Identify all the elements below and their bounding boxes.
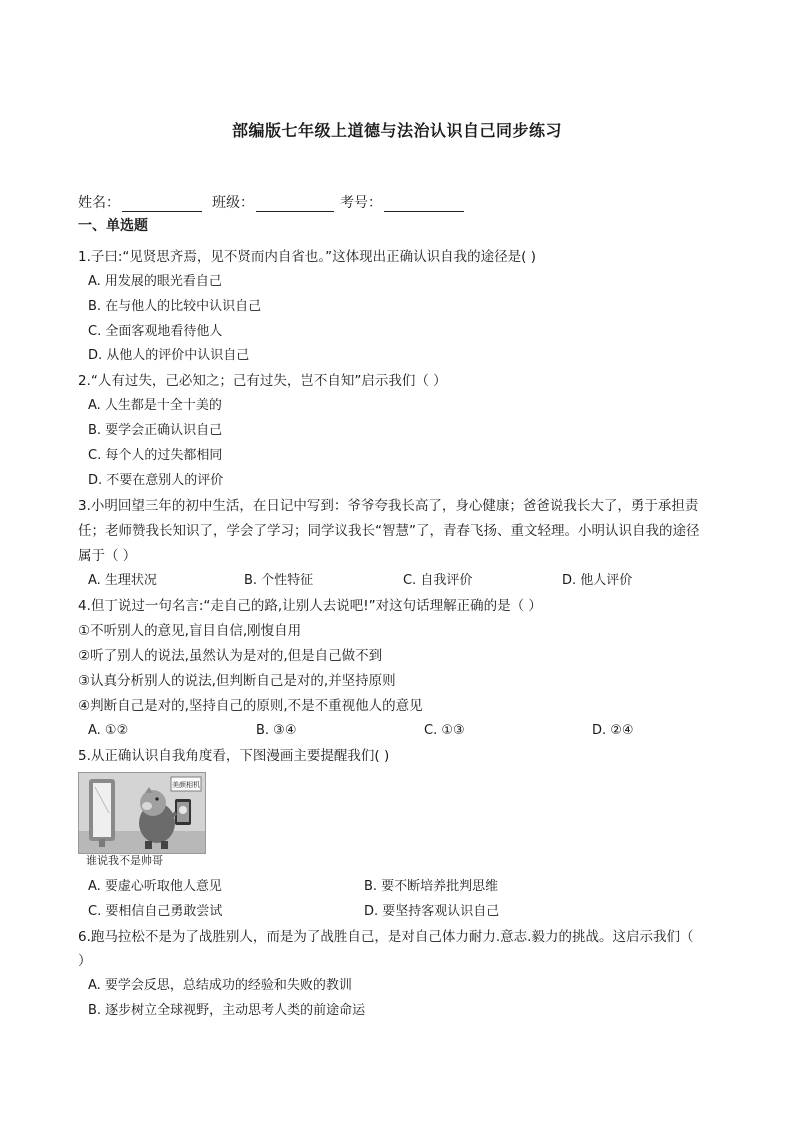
question-6-line-2: ） bbox=[78, 953, 92, 969]
page-title: 部编版七年级上道德与法治认识自己同步练习 bbox=[231, 121, 562, 140]
q4-statement-3: ③认真分析别人的说法,但判断自己是对的,并坚持原则 bbox=[78, 673, 396, 689]
question-3-line-1: 3.小明回望三年的初中生活，在日记中写到：爷爷夸我长高了，身心健康；爸爸说我长大了，勇于承担责 bbox=[78, 498, 699, 514]
cartoon-image bbox=[78, 772, 206, 854]
q5-option-a[interactable]: A. 要虚心听取他人意见 bbox=[88, 879, 222, 894]
question-3-line-2: 任；老师赞我长知识了，学会了学习；同学议我长“智慧”了，青春飞扬、重文轻理。小明认识自我的途径 bbox=[78, 523, 700, 539]
q5-option-d[interactable]: D. 要坚持客观认识自己 bbox=[364, 904, 500, 919]
q3-option-d[interactable]: D. 他人评价 bbox=[562, 573, 633, 588]
q2-option-a[interactable]: A. 人生都是十全十美的 bbox=[88, 398, 222, 413]
q5-option-c[interactable]: C. 要相信自己勇敢尝试 bbox=[88, 904, 223, 919]
q2-option-d[interactable]: D. 不要在意别人的评价 bbox=[88, 473, 224, 488]
question-1: 1.子曰:“见贤思齐焉，见不贤而内自省也。”这体现出正确认识自我的途径是( ) bbox=[78, 249, 536, 265]
class-blank[interactable] bbox=[256, 197, 334, 212]
q1-option-b[interactable]: B. 在与他人的比较中认识自己 bbox=[88, 299, 262, 314]
q4-statement-2: ②听了别人的说法,虽然认为是对的,但是自己做不到 bbox=[78, 648, 383, 664]
q1-option-a[interactable]: A. 用发展的眼光看自己 bbox=[88, 274, 222, 289]
q4-option-a[interactable]: A. ①② bbox=[88, 723, 129, 738]
class-label: 班级： bbox=[212, 195, 254, 211]
q2-option-b[interactable]: B. 要学会正确认识自己 bbox=[88, 423, 223, 438]
question-3-line-3: 属于（ ） bbox=[78, 548, 137, 564]
q2-option-c[interactable]: C. 每个人的过失都相同 bbox=[88, 448, 223, 463]
q6-option-a[interactable]: A. 要学会反思，总结成功的经验和失败的教训 bbox=[88, 978, 352, 993]
q4-statement-1: ①不听别人的意见,盲目自信,刚愎自用 bbox=[78, 623, 302, 639]
question-6-line-1: 6.跑马拉松不是为了战胜别人，而是为了战胜自己，是对自己体力耐力.意志.毅力的挑战。这启示我们（ bbox=[78, 929, 694, 945]
q5-option-b[interactable]: B. 要不断培养批判思维 bbox=[364, 879, 499, 894]
exam-label: 考号： bbox=[340, 195, 382, 211]
q3-option-c[interactable]: C. 自我评价 bbox=[403, 573, 473, 588]
q1-option-d[interactable]: D. 从他人的评价中认识自己 bbox=[88, 348, 250, 363]
name-label: 姓名： bbox=[78, 195, 120, 211]
cartoon-sign-text: 美颜相机 bbox=[172, 781, 200, 789]
section-heading: 一、单选题 bbox=[78, 218, 148, 234]
q4-option-b[interactable]: B. ③④ bbox=[256, 723, 297, 738]
q4-option-d[interactable]: D. ②④ bbox=[592, 723, 634, 738]
q3-option-a[interactable]: A. 生理状况 bbox=[88, 573, 157, 588]
cartoon-illustration bbox=[79, 773, 205, 853]
cartoon-caption: 谁说我不是帅哥 bbox=[86, 854, 163, 867]
q4-statement-4: ④判断自己是对的,坚持自己的原则,不是不重视他人的意见 bbox=[78, 698, 423, 714]
student-info-line bbox=[78, 192, 470, 212]
question-2: 2.“人有过失，己必知之；己有过失，岂不自知”启示我们（ ） bbox=[78, 373, 447, 389]
question-4: 4.但丁说过一句名言:“走自己的路,让别人去说吧!”对这句话理解正确的是（ ） bbox=[78, 598, 542, 614]
name-blank[interactable] bbox=[122, 197, 202, 212]
q3-option-b[interactable]: B. 个性特征 bbox=[244, 573, 314, 588]
exam-blank[interactable] bbox=[384, 197, 464, 212]
q4-option-c[interactable]: C. ①③ bbox=[424, 723, 465, 738]
q1-option-c[interactable]: C. 全面客观地看待他人 bbox=[88, 324, 223, 339]
question-5: 5.从正确认识自我角度看，下图漫画主要提醒我们( ) bbox=[78, 748, 390, 764]
q6-option-b[interactable]: B. 逐步树立全球视野，主动思考人类的前途命运 bbox=[88, 1003, 366, 1018]
